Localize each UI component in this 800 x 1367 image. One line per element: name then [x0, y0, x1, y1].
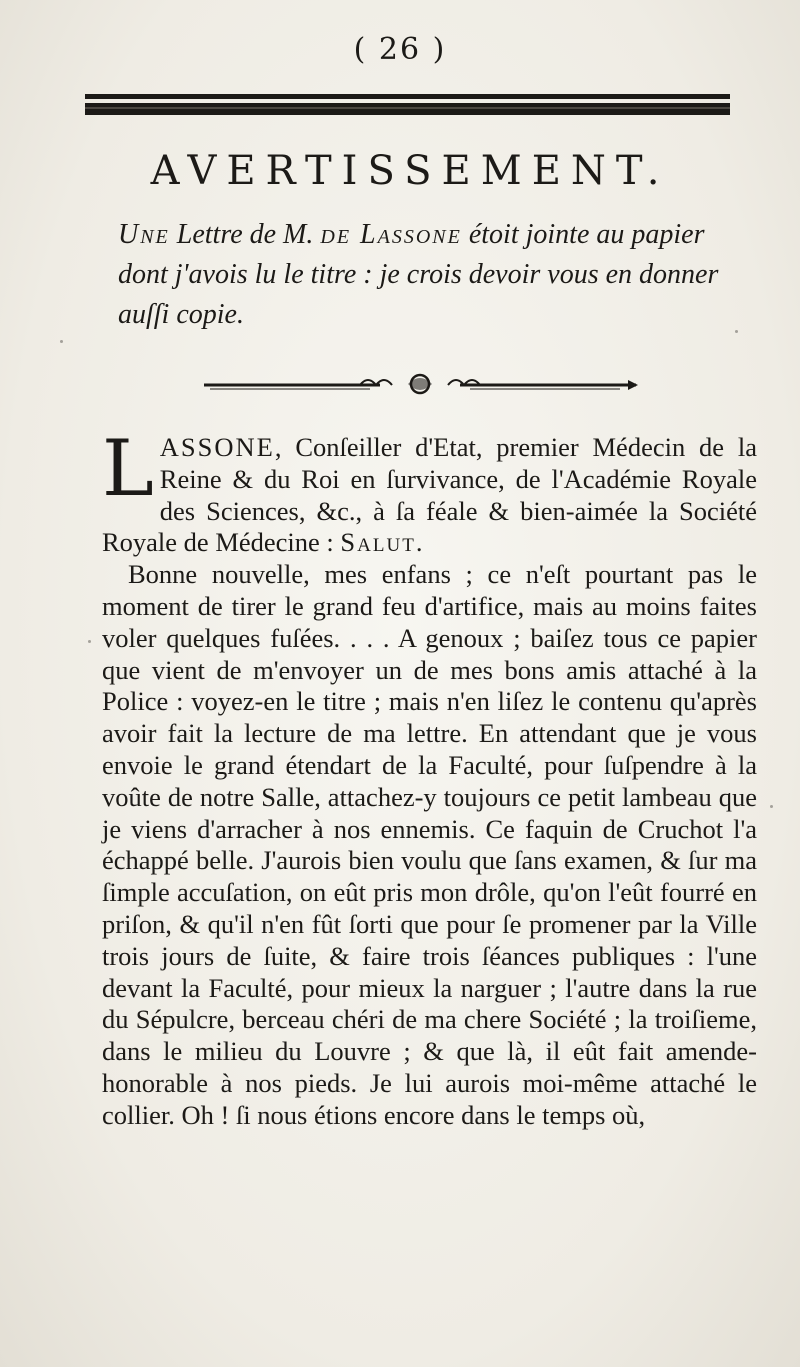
page-number: ( 26 )	[353, 32, 447, 67]
intro-note	[118, 215, 738, 335]
sender-titles: , Conſeiller d'Etat, premier Médecin de la Reine & du Roi en ſurvivance, de l'Académie Royale des Sciences, &c., à ſa féale & bien-aimée la Société Royale de Médecine :	[102, 432, 757, 558]
paper-speck	[88, 640, 91, 643]
paper-speck	[60, 340, 63, 343]
intro-name: de Lassone	[320, 219, 462, 250]
section-heading: AVERTISSEMENT.	[150, 148, 670, 194]
sender-name: ASSONE	[159, 432, 275, 462]
paper-speck	[735, 330, 738, 333]
intro-rest: étoit jointe au papier dont j'avois lu le titre : je crois devoir vous en donner auſſi copie.	[118, 219, 719, 330]
double-rule-divider	[85, 92, 730, 120]
letter-body: Bonne nouvelle, mes enfans ; ce n'eſt pourtant pas le moment de tirer le grand feu d'artifice, mais au moins faites voler quelques fuſées. . . . A genoux ; baiſez tous ce papier que vient de m'envoyer un de mes bons amis attaché à la Police : voyez-en le titre ; mais n'en liſez le contenu qu'après avoir fait la lecture de ma lettre. En attendant que je vous envoie le grand étendart de la Faculté, pour ſuſpendre à la voûte de notre Salle, attachez-y toujours ce petit lambeau que je viens d'arracher à nos ennemis. Ce faquin de Cruchot l'a échappé belle. J'aurois bien voulu que ſans examen, & ſur ma ſimple accuſation, on eût pris mon drôle, qu'on l'eût fourré en priſon, & qu'il n'en fût ſorti que pour ſe promener par la Ville trois jours de ſuite, & faire trois ſéances publiques : l'une devant la Faculté, pour mieux la narguer ; l'autre dans la rue du Sépulcre, berceau chéri de ma chere Société ; la troiſieme, dans le milieu du Louvre ; & que là, il eût fait amende-honorable à nos pieds. Je lui aurois moi-même attaché le collier. Oh ! ſi nous étions encore dans le temps où,	[102, 559, 757, 1130]
drop-cap: L	[102, 424, 154, 514]
salutation: Salut.	[340, 527, 425, 558]
letter-opening	[102, 424, 757, 559]
intro-lead: Une	[118, 219, 170, 250]
ornament-divider-icon	[200, 372, 640, 398]
intro-part: Lettre de M.	[169, 219, 321, 250]
letter-text	[102, 424, 757, 1132]
paper-speck	[770, 805, 773, 808]
